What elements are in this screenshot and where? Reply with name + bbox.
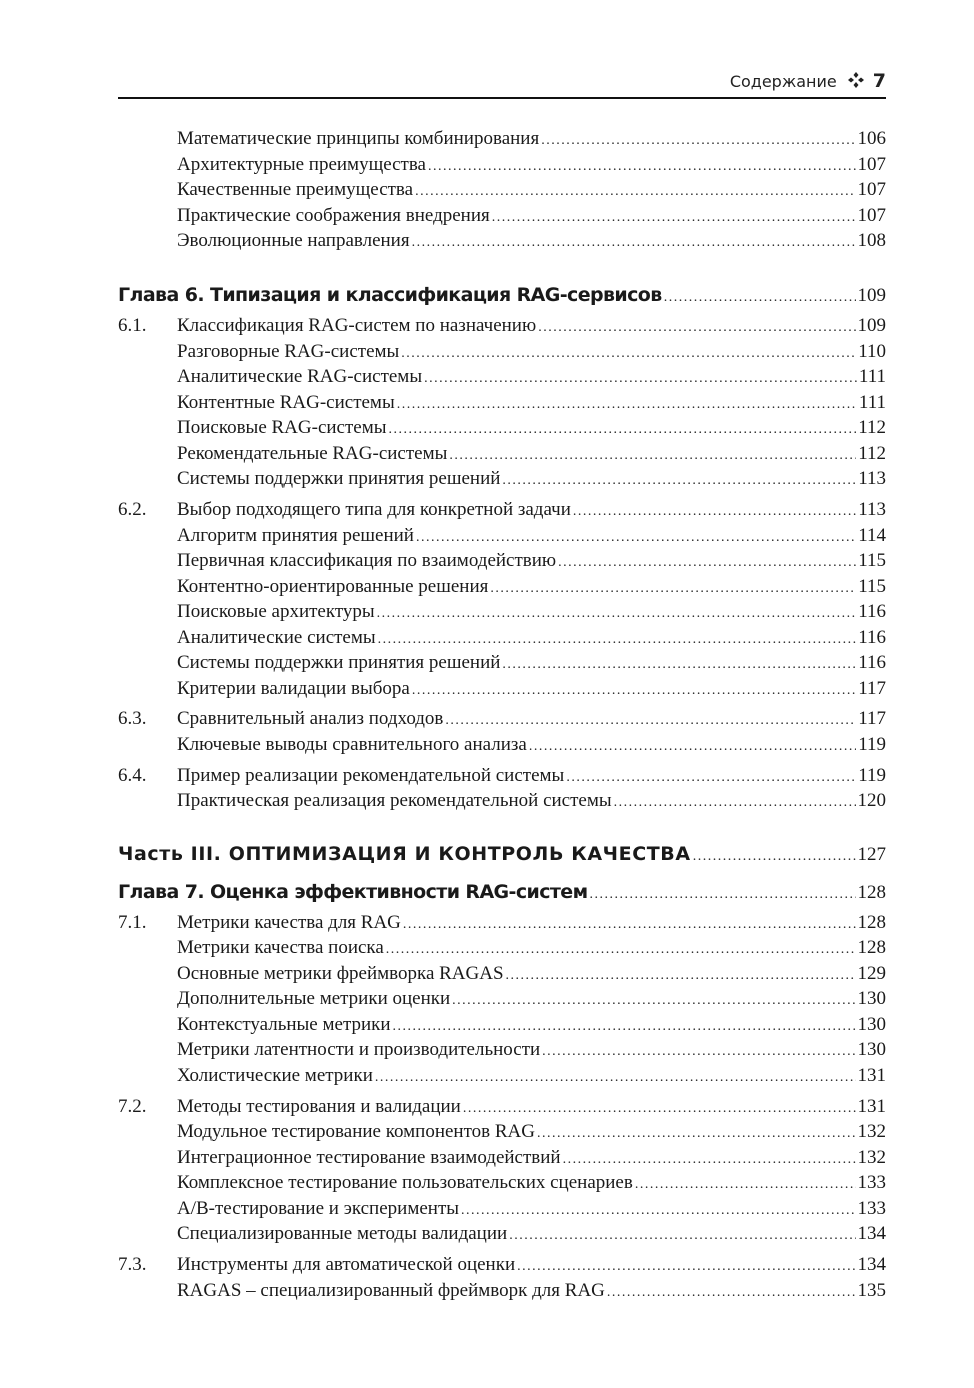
entry-title: Разговорные RAG-системы [177, 341, 400, 362]
entry-page-number: 128 [857, 882, 886, 903]
entry-page-number: 114 [858, 525, 886, 546]
dot-leader [542, 1040, 855, 1064]
toc-subentry[interactable] [118, 987, 886, 1011]
entry-title: Алгоритм принятия решений [177, 525, 414, 546]
entry-title: Холистические метрики [177, 1065, 373, 1086]
dot-leader [635, 1173, 856, 1197]
entry-page-number: 132 [857, 1121, 886, 1142]
entry-title: Основные метрики фреймворка RAGAS [177, 963, 504, 984]
entry-page-number: 135 [857, 1280, 886, 1301]
dot-leader [590, 883, 856, 907]
entry-title: Модульное тестирование компонентов RAG [177, 1121, 535, 1142]
toc-section[interactable] [118, 1253, 886, 1277]
entry-title: Поисковые RAG-системы [177, 417, 387, 438]
toc-subentry[interactable] [118, 178, 886, 202]
entry-title: Аналитические RAG-системы [177, 366, 423, 387]
toc-section[interactable] [118, 764, 886, 788]
dot-leader [378, 628, 857, 652]
entry-page-number: 130 [857, 1039, 886, 1060]
entry-title: Выбор подходящего типа для конкретной задачи [177, 499, 571, 520]
toc-subentry[interactable] [118, 1197, 886, 1221]
entry-title: Сравнительный анализ подходов [177, 708, 444, 729]
dot-leader [393, 1015, 856, 1039]
dot-leader [502, 469, 856, 493]
entry-title: Ключевые выводы сравнительного анализа [177, 734, 527, 755]
dot-leader [502, 653, 856, 677]
entry-page-number: 110 [858, 341, 886, 362]
toc-subentry[interactable] [118, 153, 886, 177]
toc-subentry[interactable] [118, 1171, 886, 1195]
dot-leader [412, 231, 856, 255]
entry-title: Архитектурные преимущества [177, 154, 426, 175]
dot-leader [566, 766, 856, 790]
section-number: 6.2. [118, 499, 147, 520]
toc-section[interactable] [118, 314, 886, 338]
page-number: 7 [872, 70, 886, 92]
toc-section[interactable] [118, 498, 886, 522]
entry-page-number: 130 [857, 988, 886, 1009]
toc-chapter[interactable] [118, 283, 886, 307]
entry-page-number: 133 [857, 1172, 886, 1193]
toc-subentry[interactable] [118, 936, 886, 960]
dot-leader [375, 1066, 856, 1090]
toc-subentry[interactable] [118, 127, 886, 151]
dot-leader [463, 1097, 856, 1121]
entry-page-number: 111 [858, 392, 886, 413]
entry-title: Контентно-ориентированные решения [177, 576, 489, 597]
entry-title: Эволюционные направления [177, 230, 410, 251]
entry-page-number: 107 [857, 179, 886, 200]
entry-title: Рекомендательные RAG-системы [177, 443, 448, 464]
entry-page-number: 116 [858, 601, 886, 622]
entry-page-number: 115 [858, 550, 886, 571]
toc-subentry[interactable] [118, 1146, 886, 1170]
dot-leader [452, 989, 855, 1013]
entry-page-number: 109 [857, 285, 886, 306]
dot-leader [538, 316, 855, 340]
dot-leader [509, 1224, 855, 1248]
toc-subentry[interactable] [118, 789, 886, 813]
entry-title: Контекстуальные метрики [177, 1014, 391, 1035]
toc-subentry[interactable] [118, 524, 886, 548]
entry-page-number: 106 [857, 128, 886, 149]
entry-title: Метрики латентности и производительности [177, 1039, 541, 1060]
entry-page-number: 131 [857, 1096, 886, 1117]
toc-subentry[interactable] [118, 600, 886, 624]
dot-leader [573, 500, 856, 524]
entry-page-number: 116 [858, 652, 886, 673]
dot-leader [389, 418, 857, 442]
toc-subentry[interactable] [118, 575, 886, 599]
entry-title: Практическая реализация рекомендательной системы [177, 790, 612, 811]
toc-subentry[interactable] [118, 204, 886, 228]
entry-title: A/B-тестирование и эксперименты [177, 1198, 460, 1219]
dot-leader [445, 709, 856, 733]
entry-title: Глава 7. Оценка эффективности RAG-систем [118, 881, 588, 903]
entry-title: Практические соображения внедрения [177, 205, 490, 226]
toc-subentry[interactable] [118, 626, 886, 650]
section-number: 6.4. [118, 765, 147, 786]
entry-title: RAGAS – специализированный фреймворк для RAG [177, 1280, 605, 1301]
entry-title: Критерии валидации выбора [177, 678, 410, 699]
dot-leader [664, 286, 856, 310]
entry-page-number: 107 [857, 154, 886, 175]
entry-page-number: 113 [858, 468, 886, 489]
dot-leader [412, 679, 856, 703]
dot-leader [397, 393, 857, 417]
dot-leader [506, 964, 856, 988]
running-head-title: Содержание [729, 72, 837, 91]
entry-title: Методы тестирования и валидации [177, 1096, 461, 1117]
entry-page-number: 131 [857, 1065, 886, 1086]
entry-title: Метрики качества для RAG [177, 912, 401, 933]
toc-subentry[interactable] [118, 549, 886, 573]
entry-page-number: 112 [858, 417, 886, 438]
entry-title: Классификация RAG-систем по назначению [177, 315, 537, 336]
entry-title: Глава 6. Типизация и классификация RAG-сервисов [118, 284, 662, 306]
entry-page-number: 107 [857, 205, 886, 226]
entry-page-number: 127 [857, 844, 886, 865]
toc-subentry[interactable] [118, 340, 886, 364]
section-number: 6.3. [118, 708, 147, 729]
section-number: 7.1. [118, 912, 147, 933]
entry-title: Специализированные методы валидации [177, 1223, 508, 1244]
dot-leader [401, 342, 856, 366]
entry-page-number: 128 [857, 912, 886, 933]
dot-leader [424, 367, 857, 391]
toc-subentry[interactable] [118, 1222, 886, 1246]
running-head [118, 70, 886, 96]
entry-title: Контентные RAG-системы [177, 392, 395, 413]
section-number: 6.1. [118, 315, 147, 336]
toc-subentry[interactable] [118, 391, 886, 415]
entry-title: Системы поддержки принятия решений [177, 652, 501, 673]
toc-section[interactable] [118, 707, 886, 731]
entry-page-number: 112 [858, 443, 886, 464]
entry-title: Поисковые архитектуры [177, 601, 375, 622]
dot-leader [614, 791, 856, 815]
toc-subentry[interactable] [118, 416, 886, 440]
dot-leader [461, 1199, 855, 1223]
entry-page-number: 134 [857, 1254, 886, 1275]
dot-leader [529, 735, 856, 759]
entry-page-number: 117 [858, 678, 886, 699]
toc-subentry[interactable] [118, 651, 886, 675]
entry-page-number: 130 [857, 1014, 886, 1035]
entry-page-number: 128 [857, 937, 886, 958]
entry-page-number: 111 [858, 366, 886, 387]
dot-leader [416, 526, 856, 550]
entry-title: Пример реализации рекомендательной системы [177, 765, 565, 786]
toc-subentry[interactable] [118, 962, 886, 986]
toc-subentry[interactable] [118, 1120, 886, 1144]
entry-page-number: 108 [857, 230, 886, 251]
header-rule [118, 97, 886, 99]
entry-title: Метрики качества поиска [177, 937, 384, 958]
dot-leader [403, 913, 856, 937]
dot-leader [386, 938, 856, 962]
entry-page-number: 132 [857, 1147, 886, 1168]
toc-subentry[interactable] [118, 229, 886, 253]
entry-page-number: 119 [858, 765, 886, 786]
entry-title: Качественные преимущества [177, 179, 414, 200]
dot-leader [541, 129, 855, 153]
dot-leader [490, 577, 856, 601]
toc-subentry[interactable] [118, 442, 886, 466]
entry-page-number: 120 [857, 790, 886, 811]
toc-subentry[interactable] [118, 1013, 886, 1037]
dot-leader [415, 180, 855, 204]
dot-leader [449, 444, 856, 468]
entry-page-number: 129 [857, 963, 886, 984]
dot-leader [607, 1281, 856, 1305]
entry-title: Дополнительные метрики оценки [177, 988, 451, 1009]
entry-page-number: 134 [857, 1223, 886, 1244]
dot-leader [492, 206, 856, 230]
ornament-icon [847, 71, 865, 89]
dot-leader [558, 551, 856, 575]
dot-leader [563, 1148, 856, 1172]
dot-leader [517, 1255, 855, 1279]
entry-page-number: 133 [857, 1198, 886, 1219]
toc-section[interactable] [118, 1095, 886, 1119]
toc-subentry[interactable] [118, 1038, 886, 1062]
toc-part[interactable] [118, 842, 886, 866]
toc-subentry[interactable] [118, 365, 886, 389]
dot-leader [537, 1122, 856, 1146]
entry-title: Аналитические системы [177, 627, 376, 648]
entry-page-number: 119 [858, 734, 886, 755]
toc-subentry[interactable] [118, 467, 886, 491]
section-number: 7.2. [118, 1096, 147, 1117]
toc-subentry[interactable] [118, 733, 886, 757]
entry-page-number: 113 [858, 499, 886, 520]
toc-subentry[interactable] [118, 677, 886, 701]
section-number: 7.3. [118, 1254, 147, 1275]
entry-title: Математические принципы комбинирования [177, 128, 540, 149]
toc-subentry[interactable] [118, 1064, 886, 1088]
entry-title: Инструменты для автоматической оценки [177, 1254, 516, 1275]
dot-leader [377, 602, 857, 626]
dot-leader [428, 155, 856, 179]
entry-title: Комплексное тестирование пользовательских сценариев [177, 1172, 633, 1193]
entry-title: Часть III. ОПТИМИЗАЦИЯ И КОНТРОЛЬ КАЧЕСТВА [118, 843, 691, 865]
entry-title: Интеграционное тестирование взаимодействий [177, 1147, 561, 1168]
entry-page-number: 116 [858, 627, 886, 648]
toc-subentry[interactable] [118, 1279, 886, 1303]
toc-chapter[interactable] [118, 880, 886, 904]
entry-title: Системы поддержки принятия решений [177, 468, 501, 489]
entry-page-number: 109 [857, 315, 886, 336]
toc-section[interactable] [118, 911, 886, 935]
dot-leader [693, 845, 856, 869]
entry-page-number: 117 [858, 708, 886, 729]
entry-title: Первичная классификация по взаимодействию [177, 550, 557, 571]
entry-page-number: 115 [858, 576, 886, 597]
